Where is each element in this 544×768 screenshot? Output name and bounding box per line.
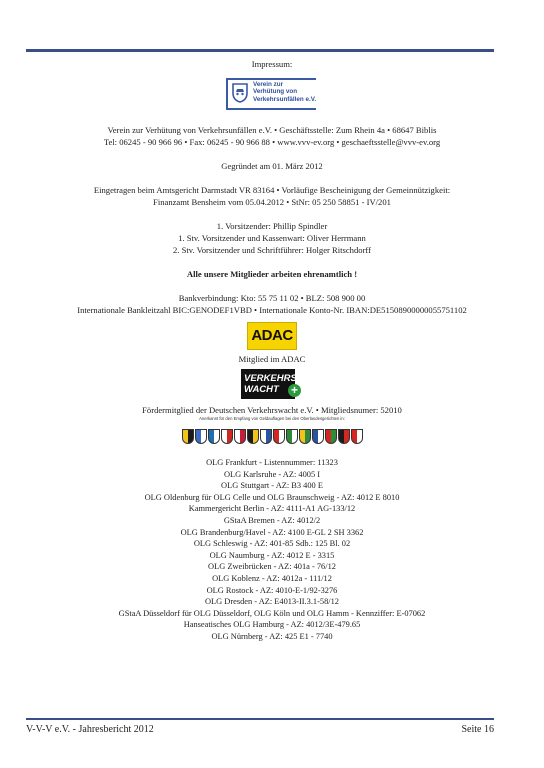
court-list-item: OLG Frankfurt - Listennummer: 11323: [206, 458, 338, 467]
top-rule: [26, 49, 494, 52]
logo-line-1: Verein zur: [253, 81, 284, 88]
state-crest-icon: [351, 429, 363, 444]
court-list-item: Kammergericht Berlin - AZ: 4111-A1 AG-133/12: [188, 504, 356, 514]
verkehrswacht-logo-line-1: VERKEHRS: [244, 373, 297, 384]
state-crest-icon: [221, 429, 233, 444]
court-list-item: GStaA Bremen - AZ: 4012/2: [223, 515, 321, 525]
state-crest-icon: [195, 429, 207, 444]
state-crest-icon: [338, 429, 350, 444]
register-line-1: Eingetragen beim Amtsgericht Darmstadt VR 83164 • Vorläufige Bescheinigung der Gemeinnützigkeit:: [93, 185, 451, 195]
volunteer-note: Alle unsere Mitglieder arbeiten ehrenamtlich !: [186, 269, 358, 279]
vvv-logo: [226, 78, 318, 112]
footer-report-title: V-V-V e.V. - Jahresbericht 2012: [26, 724, 154, 735]
state-crest-icon: [273, 429, 285, 444]
court-list-item: Hanseatisches OLG Hamburg - AZ: 4012/3E-479.65: [183, 620, 361, 630]
bottom-rule: [26, 718, 494, 720]
board-vice-2: 2. Stv. Vorsitzender und Schriftführer: Holger Ritschdorff: [172, 245, 372, 255]
logo-line-2: Verhütung von: [253, 88, 298, 96]
state-crest-icon: [260, 429, 272, 444]
state-crest-icon: [325, 429, 337, 444]
state-crest-icon: [208, 429, 220, 444]
state-crest-icon: [299, 429, 311, 444]
court-list-item: OLG Koblenz - AZ: 4012a - 111/12: [212, 573, 332, 583]
court-list-item: OLG Nürnberg - AZ: 425 E1 - 7740: [211, 631, 333, 641]
bank-line-1: Bankverbindung: Kto: 55 75 11 02 • BLZ: 508 900 00: [178, 293, 366, 303]
verkehrswacht-member-text: Fördermitglied der Deutschen Verkehrswacht e.V. • Mitgliedsnumer: 52010: [142, 405, 402, 415]
verkehrswacht-logo-line-2: WACHT: [244, 384, 279, 395]
state-crest-icon: [312, 429, 324, 444]
plus-icon: +: [288, 384, 301, 397]
state-crest-icon: [247, 429, 259, 444]
bank-line-2: Internationale Bankleitzahl BIC:GENODEF1VBD • Internationale Konto-Nr. IBAN:DE51508900000055751102: [77, 305, 467, 315]
impressum-heading: Impressum:: [251, 59, 293, 69]
adac-logo: ADAC: [247, 322, 297, 350]
court-list-item: OLG Brandenburg/Havel - AZ: 4100 E-GL 2 SH 3362: [180, 527, 364, 537]
address-line-1: Verein zur Verhütung von Verkehrsunfällen e.V. • Geschäftsstelle: Zum Rhein 4a • 68647 Biblis: [107, 125, 437, 135]
car-shield-icon: [232, 83, 248, 103]
crests-caption: Anerkannt für den Empfang von Geldauflagen bei den Oberlandesgerichten in:: [199, 416, 345, 421]
founded-text: Gegründet am 01. März 2012: [221, 161, 323, 171]
register-line-2: Finanzamt Bensheim vom 05.04.2012 • StNr: 05 250 58851 - IV/201: [153, 197, 391, 207]
state-crests: [40, 429, 504, 447]
court-list-item: OLG Rostock - AZ: 4010-E-1/92-3276: [206, 585, 338, 595]
court-list-item: OLG Karlsruhe - AZ: 4005 I: [223, 469, 321, 479]
logo-line-3: Verkehrsunfällen e.V.: [253, 95, 317, 103]
court-list-item: GStaA Düsseldorf für OLG Düsseldorf, OLG Köln und OLG Hamm - Kennziffer: E-07062: [118, 608, 426, 618]
board-chair: 1. Vorsitzender: Phillip Spindler: [216, 221, 328, 231]
verkehrswacht-logo: [241, 369, 303, 401]
court-list: [40, 457, 504, 643]
court-list-item: OLG Naumburg - AZ: 4012 E - 3315: [209, 550, 335, 560]
court-list-item: OLG Stuttgart - AZ: B3 400 E: [221, 481, 323, 491]
state-crest-icon: [234, 429, 246, 444]
address-line-2: Tel: 06245 - 90 966 96 • Fax: 06245 - 90 966 88 • www.vvv-ev.org • geschaeftsstelle@vvv-ev.org: [103, 137, 441, 147]
state-crest-icon: [182, 429, 194, 444]
vvv-logo-text: [253, 81, 319, 103]
board-vice-1: 1. Stv. Vorsitzender und Kassenwart: Oliver Herrmann: [178, 233, 366, 243]
court-list-item: OLG Oldenburg für OLG Celle und OLG Braunschweig - AZ: 4012 E 8010: [144, 492, 400, 502]
court-list-item: OLG Zweibrücken - AZ: 401a - 76/12: [208, 562, 336, 572]
court-list-item: OLG Dresden - AZ: E4013-II.3.1-58/12: [205, 597, 339, 607]
impressum-section: [40, 58, 504, 643]
court-list-item: OLG Schleswig - AZ: 401-85 Sdb.: 125 Bl. 02: [193, 539, 351, 549]
state-crest-icon: [286, 429, 298, 444]
adac-member-text: Mitglied im ADAC: [238, 354, 306, 364]
footer-page-number: Seite 16: [461, 724, 494, 735]
